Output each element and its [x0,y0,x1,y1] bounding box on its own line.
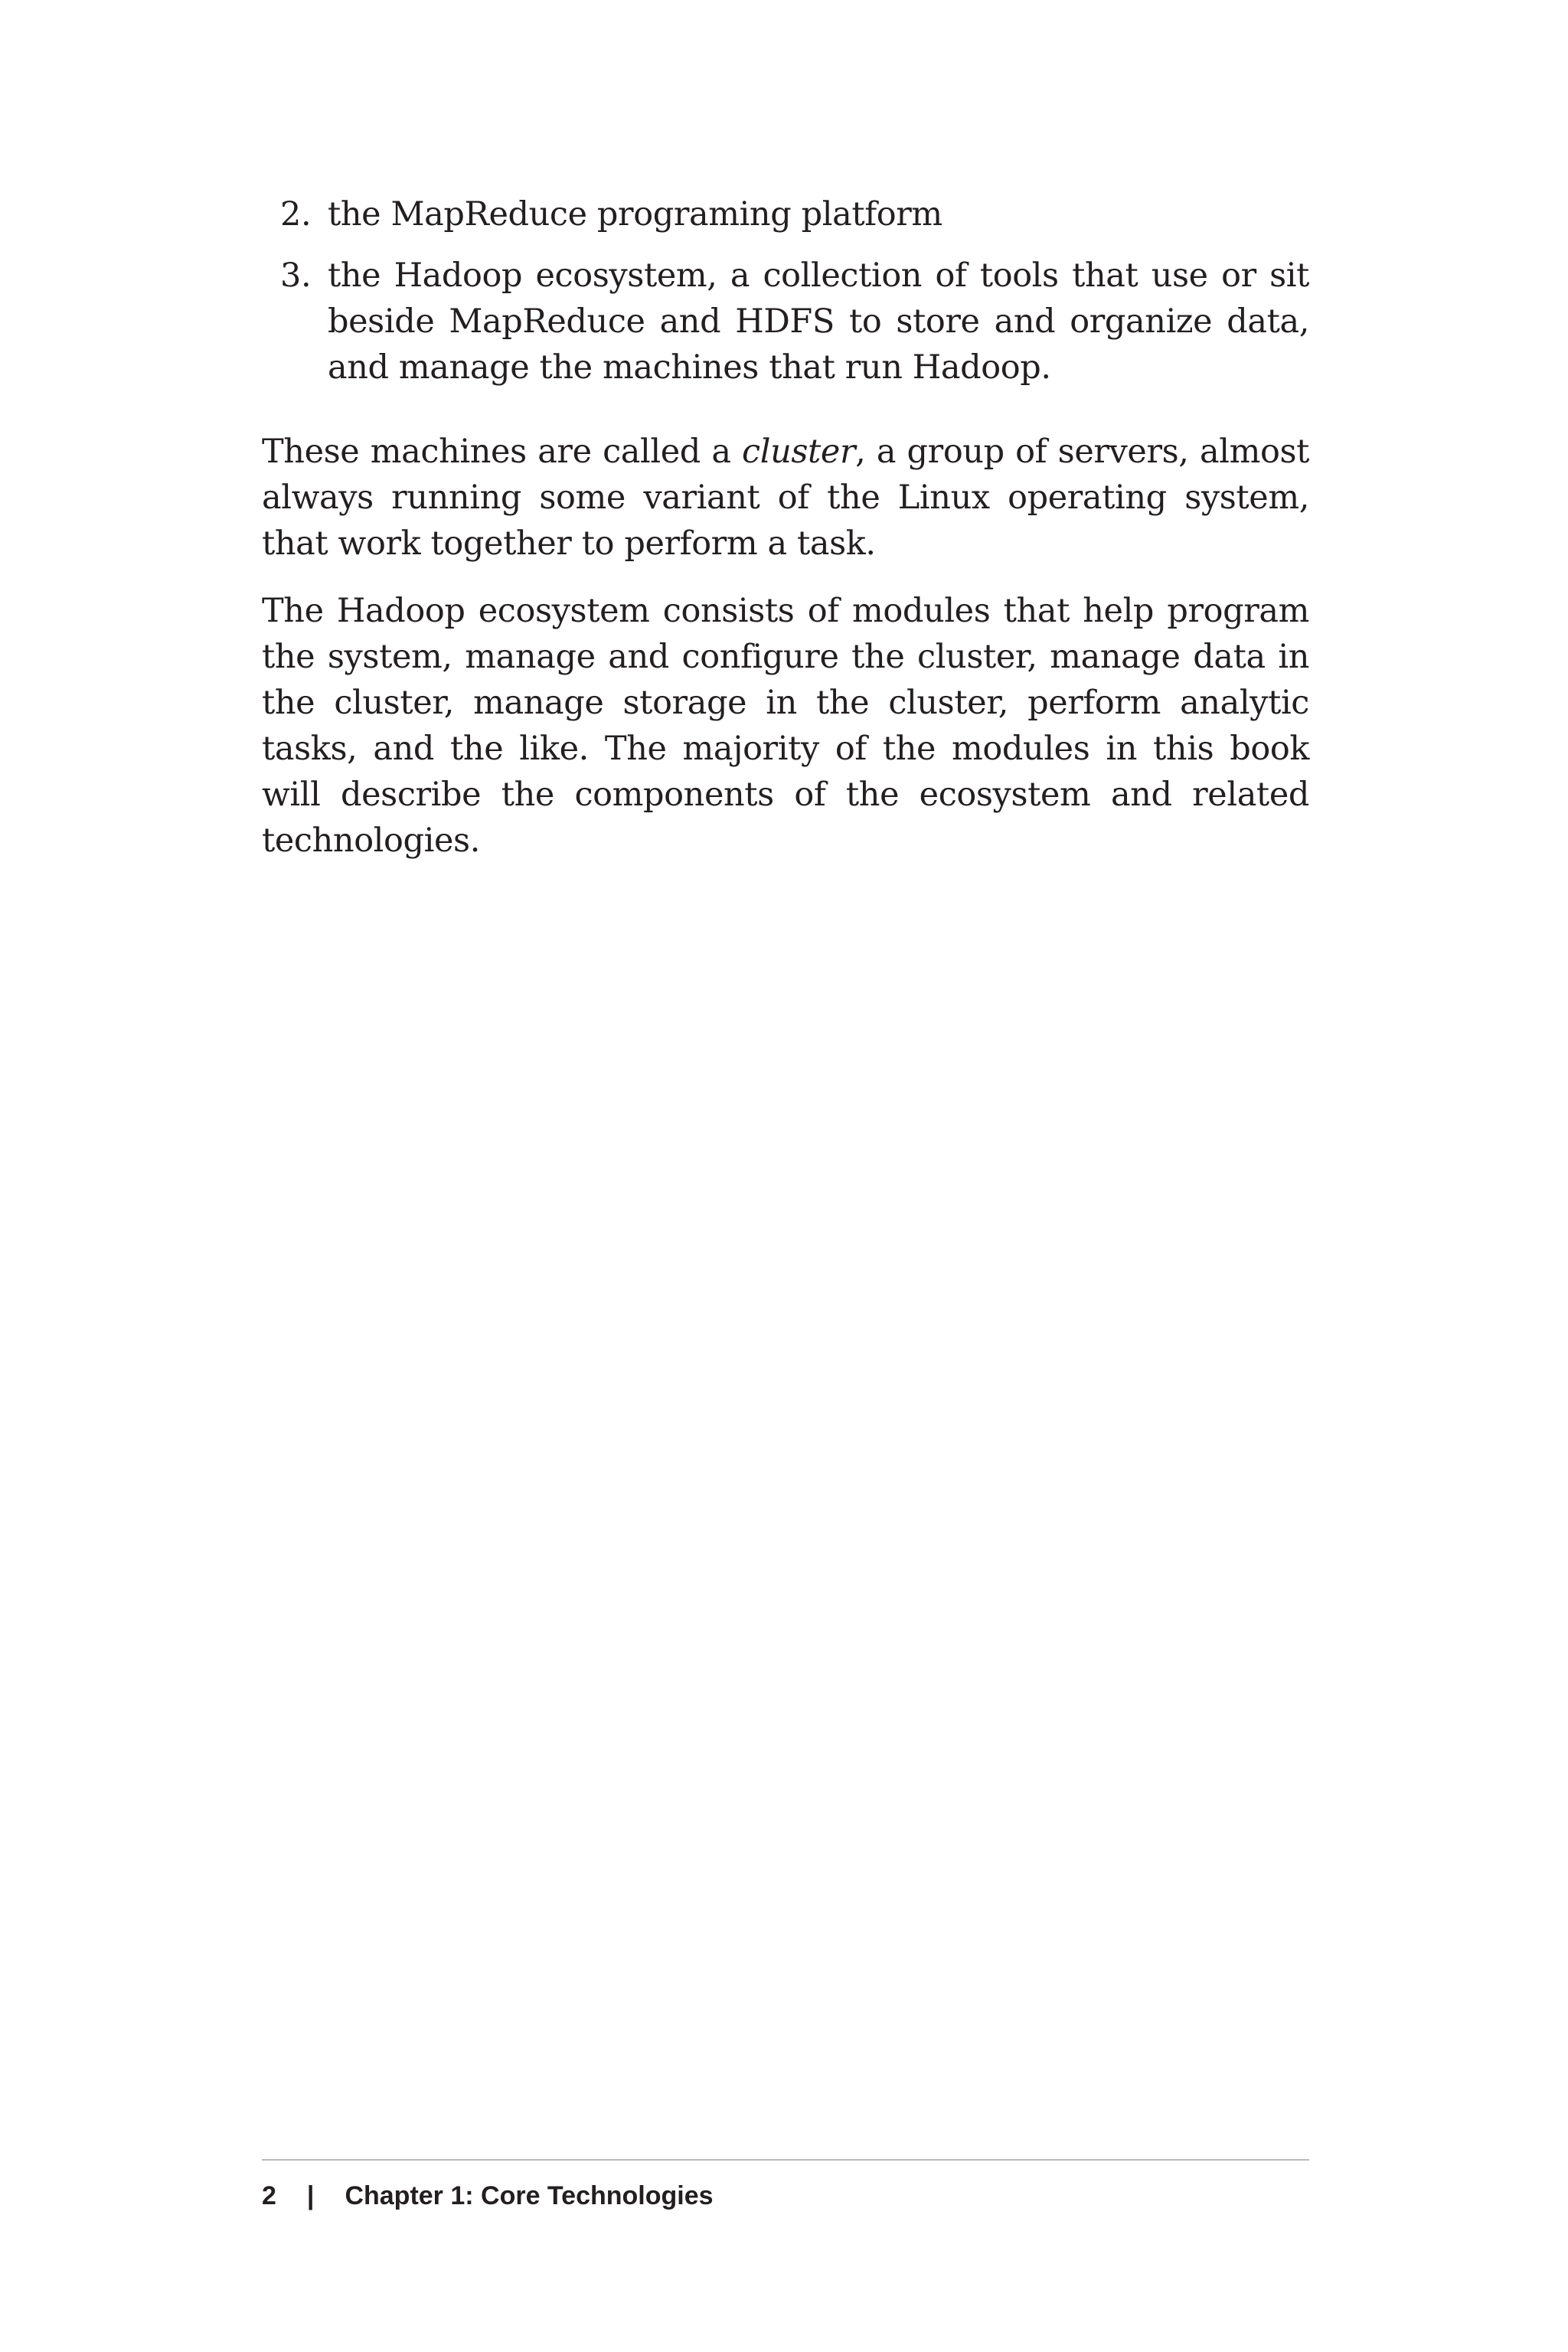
list-number: 2. [280,195,312,234]
chapter-title: Chapter 1: Core Technologies [345,2181,714,2210]
list-item [262,253,1309,390]
paragraph-text: These machines are called a [262,433,743,471]
term-cluster: cluster [742,433,856,471]
list-number: 3. [280,256,312,295]
paragraph-ecosystem [262,588,1309,864]
list-item [262,191,1309,237]
footer-separator: | [306,2181,315,2210]
list-text: the MapReduce programing platform [328,195,942,234]
paragraph-text: , a group of servers, almost always running some variant of the Linux operating system, that work together to perform a task. [262,433,1309,563]
paragraph-text: The Hadoop ecosystem consists of modules that help program the system, manage and configure the cluster, manage data in the cluster, manage storage in the cluster, perform analytic tasks, and the like. The majority of the modules in this book will describe the components of the ecosystem and related technologies. [262,592,1309,860]
page-number: 2 [262,2181,276,2210]
numbered-list [262,191,1309,406]
footer-rule [262,2159,1309,2161]
list-text: the Hadoop ecosystem, a collection of tools that use or sit beside MapReduce and HDFS to store and organize data, and manage the machines that run Hadoop. [328,256,1309,387]
paragraph-cluster [262,429,1309,567]
page-footer [262,2173,714,2219]
